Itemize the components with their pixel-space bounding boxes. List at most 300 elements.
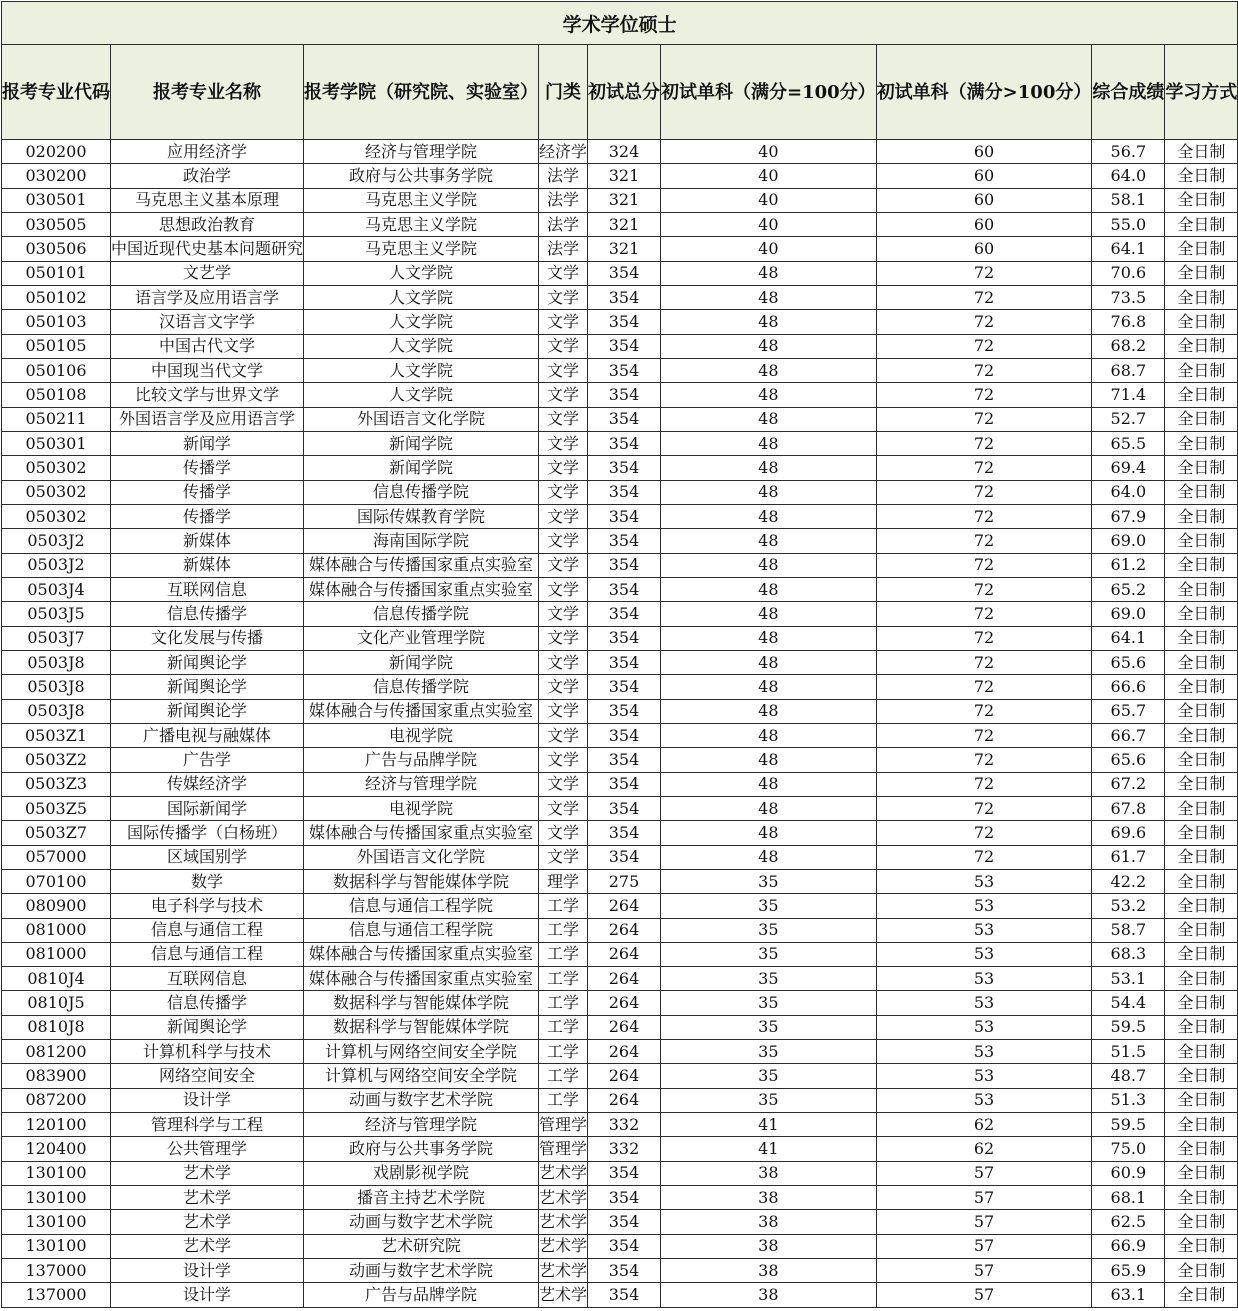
cell-major-name: 信息与通信工程 xyxy=(111,918,304,942)
cell-major-name: 电子科学与技术 xyxy=(111,894,304,918)
table-row xyxy=(2,310,1238,334)
cell-study-mode: 全日制 xyxy=(1165,431,1238,455)
cell-school: 广告与品牌学院 xyxy=(304,748,539,772)
cell-composite-score: 67.2 xyxy=(1092,772,1165,796)
cell-total-score: 354 xyxy=(588,602,661,626)
cell-single-over-100: 72 xyxy=(876,602,1092,626)
cell-major-name: 信息传播学 xyxy=(111,991,304,1015)
cell-major-code: 130100 xyxy=(2,1234,111,1258)
cell-category: 法学 xyxy=(539,188,588,212)
cell-total-score: 354 xyxy=(588,310,661,334)
cell-study-mode: 全日制 xyxy=(1165,967,1238,991)
cell-major-name: 中国古代文学 xyxy=(111,334,304,358)
cell-single-over-100: 53 xyxy=(876,869,1092,893)
table-row xyxy=(2,1064,1238,1088)
cell-total-score: 321 xyxy=(588,212,661,236)
cell-major-code: 0503J8 xyxy=(2,650,111,674)
cell-school: 新闻学院 xyxy=(304,431,539,455)
cell-total-score: 354 xyxy=(588,553,661,577)
cell-school: 经济与管理学院 xyxy=(304,772,539,796)
cell-single-over-100: 72 xyxy=(876,383,1092,407)
table-row xyxy=(2,894,1238,918)
cell-single-100: 48 xyxy=(661,456,877,480)
cell-composite-score: 64.0 xyxy=(1092,164,1165,188)
cell-school: 人文学院 xyxy=(304,334,539,358)
cell-category: 工学 xyxy=(539,1040,588,1064)
cell-single-100: 48 xyxy=(661,504,877,528)
cell-category: 文学 xyxy=(539,358,588,382)
cell-major-name: 新媒体 xyxy=(111,529,304,553)
cell-single-over-100: 72 xyxy=(876,650,1092,674)
cell-major-name: 新闻学 xyxy=(111,431,304,455)
cell-single-100: 48 xyxy=(661,480,877,504)
cell-single-over-100: 72 xyxy=(876,334,1092,358)
cell-major-name: 广告学 xyxy=(111,748,304,772)
cell-study-mode: 全日制 xyxy=(1165,942,1238,966)
cell-total-score: 264 xyxy=(588,1088,661,1112)
cell-total-score: 354 xyxy=(588,529,661,553)
cell-single-over-100: 53 xyxy=(876,942,1092,966)
cell-school: 新闻学院 xyxy=(304,650,539,674)
cell-single-100: 48 xyxy=(661,772,877,796)
table-row xyxy=(2,699,1238,723)
cell-study-mode: 全日制 xyxy=(1165,894,1238,918)
cell-single-100: 35 xyxy=(661,967,877,991)
cell-single-100: 35 xyxy=(661,1064,877,1088)
cell-category: 管理学 xyxy=(539,1113,588,1137)
cell-study-mode: 全日制 xyxy=(1165,383,1238,407)
table-row xyxy=(2,1088,1238,1112)
table-row xyxy=(2,212,1238,236)
cell-category: 艺术学 xyxy=(539,1186,588,1210)
cell-major-name: 应用经济学 xyxy=(111,140,304,164)
table-row xyxy=(2,1137,1238,1161)
cell-study-mode: 全日制 xyxy=(1165,577,1238,601)
cell-single-100: 40 xyxy=(661,212,877,236)
cell-category: 文学 xyxy=(539,602,588,626)
cell-study-mode: 全日制 xyxy=(1165,675,1238,699)
cell-major-code: 050102 xyxy=(2,285,111,309)
cell-school: 海南国际学院 xyxy=(304,529,539,553)
cell-composite-score: 67.9 xyxy=(1092,504,1165,528)
cell-single-over-100: 57 xyxy=(876,1161,1092,1185)
cell-single-over-100: 72 xyxy=(876,796,1092,820)
cell-single-over-100: 53 xyxy=(876,991,1092,1015)
cell-composite-score: 64.1 xyxy=(1092,237,1165,261)
cell-composite-score: 69.4 xyxy=(1092,456,1165,480)
cell-composite-score: 54.4 xyxy=(1092,991,1165,1015)
cell-single-over-100: 72 xyxy=(876,480,1092,504)
cell-school: 媒体融合与传播国家重点实验室 xyxy=(304,553,539,577)
cell-study-mode: 全日制 xyxy=(1165,334,1238,358)
cell-composite-score: 71.4 xyxy=(1092,383,1165,407)
cell-study-mode: 全日制 xyxy=(1165,188,1238,212)
cell-composite-score: 58.1 xyxy=(1092,188,1165,212)
table-title: 学术学位硕士 xyxy=(2,2,1238,45)
cell-single-100: 48 xyxy=(661,796,877,820)
cell-composite-score: 65.7 xyxy=(1092,699,1165,723)
cell-total-score: 332 xyxy=(588,1113,661,1137)
cell-school: 媒体融合与传播国家重点实验室 xyxy=(304,699,539,723)
cell-category: 管理学 xyxy=(539,1137,588,1161)
cell-single-over-100: 72 xyxy=(876,553,1092,577)
table-row xyxy=(2,918,1238,942)
cell-major-name: 新媒体 xyxy=(111,553,304,577)
cell-school: 数据科学与智能媒体学院 xyxy=(304,1015,539,1039)
cell-composite-score: 48.7 xyxy=(1092,1064,1165,1088)
cell-total-score: 354 xyxy=(588,796,661,820)
cell-single-100: 48 xyxy=(661,748,877,772)
cell-study-mode: 全日制 xyxy=(1165,1234,1238,1258)
cell-single-100: 48 xyxy=(661,577,877,601)
cell-single-100: 48 xyxy=(661,358,877,382)
cell-major-name: 新闻舆论学 xyxy=(111,699,304,723)
header-major-name: 报考专业名称 xyxy=(111,45,304,140)
cell-major-code: 0503Z2 xyxy=(2,748,111,772)
cell-category: 艺术学 xyxy=(539,1161,588,1185)
cell-category: 工学 xyxy=(539,967,588,991)
cell-school: 媒体融合与传播国家重点实验室 xyxy=(304,967,539,991)
header-major-code: 报考专业代码 xyxy=(2,45,111,140)
cell-composite-score: 65.6 xyxy=(1092,748,1165,772)
cell-study-mode: 全日制 xyxy=(1165,1015,1238,1039)
cell-major-code: 0503Z1 xyxy=(2,723,111,747)
cell-school: 计算机与网络空间安全学院 xyxy=(304,1040,539,1064)
header-study-mode: 学习方式 xyxy=(1165,45,1238,140)
cell-single-over-100: 72 xyxy=(876,821,1092,845)
cell-study-mode: 全日制 xyxy=(1165,358,1238,382)
cell-study-mode: 全日制 xyxy=(1165,869,1238,893)
cell-total-score: 354 xyxy=(588,1259,661,1283)
cell-total-score: 264 xyxy=(588,918,661,942)
cell-single-over-100: 53 xyxy=(876,1040,1092,1064)
cell-single-over-100: 62 xyxy=(876,1113,1092,1137)
cell-major-name: 艺术学 xyxy=(111,1210,304,1234)
cell-single-100: 48 xyxy=(661,529,877,553)
cell-major-name: 语言学及应用语言学 xyxy=(111,285,304,309)
cell-composite-score: 42.2 xyxy=(1092,869,1165,893)
cell-composite-score: 64.0 xyxy=(1092,480,1165,504)
cell-major-name: 文化发展与传播 xyxy=(111,626,304,650)
table-row xyxy=(2,456,1238,480)
cell-total-score: 354 xyxy=(588,626,661,650)
cell-composite-score: 66.6 xyxy=(1092,675,1165,699)
table-row xyxy=(2,334,1238,358)
cell-composite-score: 69.0 xyxy=(1092,602,1165,626)
cell-school: 人文学院 xyxy=(304,383,539,407)
cell-total-score: 264 xyxy=(588,991,661,1015)
cell-category: 文学 xyxy=(539,480,588,504)
cell-category: 工学 xyxy=(539,1064,588,1088)
cell-category: 文学 xyxy=(539,699,588,723)
cell-composite-score: 62.5 xyxy=(1092,1210,1165,1234)
cell-single-over-100: 60 xyxy=(876,164,1092,188)
cell-single-over-100: 53 xyxy=(876,1015,1092,1039)
cell-major-name: 传媒经济学 xyxy=(111,772,304,796)
cell-total-score: 321 xyxy=(588,164,661,188)
cell-total-score: 321 xyxy=(588,188,661,212)
cell-single-over-100: 53 xyxy=(876,967,1092,991)
cell-category: 艺术学 xyxy=(539,1283,588,1307)
cell-school: 播音主持艺术学院 xyxy=(304,1186,539,1210)
cell-category: 理学 xyxy=(539,869,588,893)
cell-study-mode: 全日制 xyxy=(1165,504,1238,528)
cell-category: 文学 xyxy=(539,529,588,553)
header-school: 报考学院（研究院、实验室） xyxy=(304,45,539,140)
cell-single-over-100: 60 xyxy=(876,140,1092,164)
cell-single-100: 38 xyxy=(661,1283,877,1307)
cell-category: 文学 xyxy=(539,650,588,674)
cell-major-code: 0503Z7 xyxy=(2,821,111,845)
cell-major-code: 030505 xyxy=(2,212,111,236)
cell-total-score: 354 xyxy=(588,334,661,358)
cell-composite-score: 76.8 xyxy=(1092,310,1165,334)
cell-single-100: 38 xyxy=(661,1210,877,1234)
cell-category: 文学 xyxy=(539,845,588,869)
cell-composite-score: 69.0 xyxy=(1092,529,1165,553)
cell-school: 信息与通信工程学院 xyxy=(304,894,539,918)
cell-single-100: 48 xyxy=(661,845,877,869)
cell-single-100: 38 xyxy=(661,1234,877,1258)
cell-single-100: 48 xyxy=(661,626,877,650)
cell-school: 动画与数字艺术学院 xyxy=(304,1259,539,1283)
cell-single-100: 48 xyxy=(661,334,877,358)
cell-school: 人文学院 xyxy=(304,358,539,382)
cell-total-score: 354 xyxy=(588,504,661,528)
cell-single-100: 35 xyxy=(661,1088,877,1112)
cell-study-mode: 全日制 xyxy=(1165,1161,1238,1185)
table-row xyxy=(2,991,1238,1015)
cell-single-over-100: 72 xyxy=(876,431,1092,455)
cell-composite-score: 60.9 xyxy=(1092,1161,1165,1185)
cell-major-name: 中国近现代史基本问题研究 xyxy=(111,237,304,261)
cell-major-name: 传播学 xyxy=(111,456,304,480)
cell-major-name: 比较文学与世界文学 xyxy=(111,383,304,407)
cell-composite-score: 68.3 xyxy=(1092,942,1165,966)
cell-school: 政府与公共事务学院 xyxy=(304,164,539,188)
cell-study-mode: 全日制 xyxy=(1165,1186,1238,1210)
cell-major-name: 网络空间安全 xyxy=(111,1064,304,1088)
cell-major-name: 政治学 xyxy=(111,164,304,188)
cell-school: 马克思主义学院 xyxy=(304,188,539,212)
cell-category: 法学 xyxy=(539,212,588,236)
cell-single-100: 38 xyxy=(661,1259,877,1283)
cell-category: 文学 xyxy=(539,553,588,577)
cell-category: 艺术学 xyxy=(539,1259,588,1283)
cell-single-over-100: 72 xyxy=(876,626,1092,650)
table-row xyxy=(2,285,1238,309)
cell-total-score: 354 xyxy=(588,577,661,601)
table-row xyxy=(2,650,1238,674)
cell-major-name: 汉语言文字学 xyxy=(111,310,304,334)
cell-major-name: 文艺学 xyxy=(111,261,304,285)
cell-category: 文学 xyxy=(539,796,588,820)
cell-single-over-100: 57 xyxy=(876,1210,1092,1234)
cell-category: 文学 xyxy=(539,626,588,650)
cell-total-score: 354 xyxy=(588,772,661,796)
cell-category: 工学 xyxy=(539,918,588,942)
cell-major-code: 0503J4 xyxy=(2,577,111,601)
table-row xyxy=(2,772,1238,796)
cell-single-100: 35 xyxy=(661,1040,877,1064)
cell-single-over-100: 72 xyxy=(876,310,1092,334)
cell-category: 工学 xyxy=(539,991,588,1015)
cell-composite-score: 69.6 xyxy=(1092,821,1165,845)
cell-category: 工学 xyxy=(539,1088,588,1112)
cell-major-code: 070100 xyxy=(2,869,111,893)
cell-study-mode: 全日制 xyxy=(1165,164,1238,188)
cell-school: 电视学院 xyxy=(304,723,539,747)
cell-category: 文学 xyxy=(539,334,588,358)
cell-total-score: 324 xyxy=(588,140,661,164)
cell-category: 文学 xyxy=(539,310,588,334)
cell-single-100: 48 xyxy=(661,383,877,407)
cell-single-over-100: 72 xyxy=(876,748,1092,772)
cell-major-name: 设计学 xyxy=(111,1283,304,1307)
cell-major-code: 137000 xyxy=(2,1259,111,1283)
cell-major-code: 0810J5 xyxy=(2,991,111,1015)
cell-total-score: 354 xyxy=(588,845,661,869)
cell-total-score: 354 xyxy=(588,650,661,674)
cell-study-mode: 全日制 xyxy=(1165,821,1238,845)
cell-major-code: 0503J7 xyxy=(2,626,111,650)
cell-single-over-100: 72 xyxy=(876,285,1092,309)
cell-composite-score: 67.8 xyxy=(1092,796,1165,820)
table-row xyxy=(2,1259,1238,1283)
cell-composite-score: 55.0 xyxy=(1092,212,1165,236)
cell-single-100: 48 xyxy=(661,261,877,285)
table-row xyxy=(2,553,1238,577)
cell-single-over-100: 53 xyxy=(876,1088,1092,1112)
cell-school: 媒体融合与传播国家重点实验室 xyxy=(304,821,539,845)
cell-school: 数据科学与智能媒体学院 xyxy=(304,869,539,893)
table-row xyxy=(2,1283,1238,1307)
cell-study-mode: 全日制 xyxy=(1165,1064,1238,1088)
cell-major-code: 120100 xyxy=(2,1113,111,1137)
cell-composite-score: 64.1 xyxy=(1092,626,1165,650)
admission-score-table xyxy=(1,1,1238,1308)
cell-major-code: 0503J2 xyxy=(2,529,111,553)
cell-major-code: 050302 xyxy=(2,456,111,480)
cell-single-over-100: 57 xyxy=(876,1283,1092,1307)
cell-study-mode: 全日制 xyxy=(1165,723,1238,747)
table-row xyxy=(2,967,1238,991)
cell-total-score: 354 xyxy=(588,285,661,309)
cell-single-100: 35 xyxy=(661,869,877,893)
table-row xyxy=(2,164,1238,188)
cell-major-code: 0503J5 xyxy=(2,602,111,626)
cell-study-mode: 全日制 xyxy=(1165,456,1238,480)
cell-school: 艺术研究院 xyxy=(304,1234,539,1258)
cell-single-100: 41 xyxy=(661,1137,877,1161)
table-row xyxy=(2,723,1238,747)
cell-total-score: 354 xyxy=(588,675,661,699)
cell-major-code: 050302 xyxy=(2,480,111,504)
cell-major-code: 0503Z5 xyxy=(2,796,111,820)
cell-single-100: 48 xyxy=(661,431,877,455)
cell-major-code: 057000 xyxy=(2,845,111,869)
cell-school: 马克思主义学院 xyxy=(304,237,539,261)
cell-major-name: 区域国别学 xyxy=(111,845,304,869)
cell-category: 文学 xyxy=(539,285,588,309)
cell-total-score: 354 xyxy=(588,821,661,845)
cell-major-code: 050105 xyxy=(2,334,111,358)
cell-composite-score: 51.3 xyxy=(1092,1088,1165,1112)
cell-total-score: 264 xyxy=(588,1040,661,1064)
cell-total-score: 354 xyxy=(588,383,661,407)
cell-school: 外国语言文化学院 xyxy=(304,845,539,869)
cell-single-100: 40 xyxy=(661,188,877,212)
cell-major-name: 思想政治教育 xyxy=(111,212,304,236)
cell-composite-score: 61.2 xyxy=(1092,553,1165,577)
cell-major-code: 0810J4 xyxy=(2,967,111,991)
cell-total-score: 354 xyxy=(588,748,661,772)
cell-major-code: 0503J8 xyxy=(2,699,111,723)
table-title-row xyxy=(2,2,1238,45)
cell-single-over-100: 60 xyxy=(876,188,1092,212)
cell-single-over-100: 57 xyxy=(876,1234,1092,1258)
cell-major-name: 数学 xyxy=(111,869,304,893)
cell-major-name: 计算机科学与技术 xyxy=(111,1040,304,1064)
cell-total-score: 264 xyxy=(588,1064,661,1088)
cell-single-over-100: 72 xyxy=(876,529,1092,553)
cell-school: 经济与管理学院 xyxy=(304,140,539,164)
cell-study-mode: 全日制 xyxy=(1165,650,1238,674)
cell-major-code: 137000 xyxy=(2,1283,111,1307)
cell-major-name: 信息传播学 xyxy=(111,602,304,626)
cell-study-mode: 全日制 xyxy=(1165,261,1238,285)
cell-category: 文学 xyxy=(539,504,588,528)
table-row xyxy=(2,504,1238,528)
cell-category: 工学 xyxy=(539,942,588,966)
cell-school: 信息传播学院 xyxy=(304,480,539,504)
cell-total-score: 354 xyxy=(588,699,661,723)
cell-category: 文学 xyxy=(539,723,588,747)
cell-composite-score: 65.5 xyxy=(1092,431,1165,455)
cell-single-100: 38 xyxy=(661,1161,877,1185)
cell-single-100: 40 xyxy=(661,164,877,188)
cell-study-mode: 全日制 xyxy=(1165,407,1238,431)
cell-school: 马克思主义学院 xyxy=(304,212,539,236)
table-row xyxy=(2,431,1238,455)
cell-major-code: 080900 xyxy=(2,894,111,918)
cell-category: 文学 xyxy=(539,821,588,845)
cell-major-code: 0503J8 xyxy=(2,675,111,699)
cell-school: 媒体融合与传播国家重点实验室 xyxy=(304,942,539,966)
table-row xyxy=(2,237,1238,261)
cell-study-mode: 全日制 xyxy=(1165,748,1238,772)
cell-school: 戏剧影视学院 xyxy=(304,1161,539,1185)
table-row xyxy=(2,407,1238,431)
cell-category: 工学 xyxy=(539,1015,588,1039)
cell-total-score: 354 xyxy=(588,1161,661,1185)
cell-category: 法学 xyxy=(539,164,588,188)
cell-major-name: 设计学 xyxy=(111,1088,304,1112)
cell-study-mode: 全日制 xyxy=(1165,1259,1238,1283)
cell-major-name: 公共管理学 xyxy=(111,1137,304,1161)
cell-composite-score: 53.1 xyxy=(1092,967,1165,991)
cell-total-score: 264 xyxy=(588,967,661,991)
table-row xyxy=(2,626,1238,650)
cell-school: 外国语言文化学院 xyxy=(304,407,539,431)
header-single-100: 初试单科（满分=100分） xyxy=(661,45,877,140)
cell-major-code: 050103 xyxy=(2,310,111,334)
cell-major-code: 130100 xyxy=(2,1161,111,1185)
cell-study-mode: 全日制 xyxy=(1165,310,1238,334)
cell-school: 人文学院 xyxy=(304,285,539,309)
cell-single-100: 35 xyxy=(661,1015,877,1039)
cell-study-mode: 全日制 xyxy=(1165,602,1238,626)
